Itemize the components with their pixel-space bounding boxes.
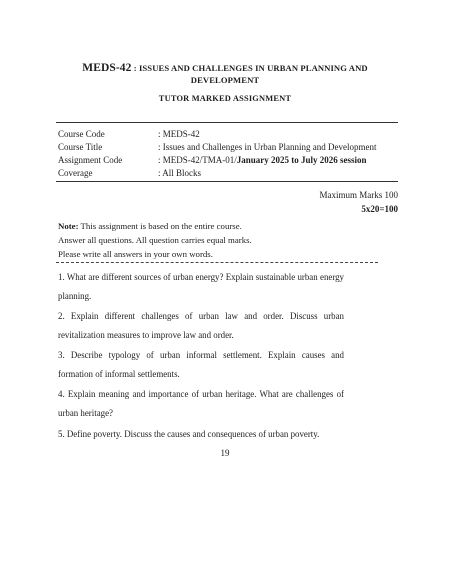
meta-label: Assignment Code [58,155,123,165]
question-1: 1. What are different sources of urban energy? Explain sustainable urban energy planning. [58,272,344,301]
meta-label: Coverage [58,168,93,178]
meta-value [158,154,367,167]
course-meta-table [58,128,376,180]
meta-label: Course Title [58,142,103,152]
question-5: 5. Define poverty. Discuss the causes and consequences of urban poverty. [58,429,320,439]
question-3: 3. Describe typology of urban informal settlement. Explain causes and formation of informal settlements. [58,350,344,379]
note-text: This assignment is based on the entire course. [78,221,242,231]
notes-divider [56,262,378,263]
note-line-2: Answer all questions. All question carries equal marks. [58,235,252,245]
document-title [60,62,390,86]
instructions-note [58,219,252,261]
meta-row-coverage [58,167,376,180]
note-label: Note: [58,221,79,231]
page-number: 19 [220,448,230,458]
assignment-subtitle: TUTOR MARKED ASSIGNMENT [158,94,292,103]
meta-bottom-rule [56,181,398,182]
session-value: January 2025 to July 2026 session [236,155,367,165]
meta-value: : Issues and Challenges in Urban Planning and Development [158,142,377,152]
assignment-code-value: : MEDS-42/TMA-01/ [158,155,237,165]
meta-row-assignment-code [58,154,376,167]
meta-value: : MEDS-42 [158,129,200,139]
meta-label: Course Code [58,129,105,139]
meta-row-course-code [58,128,376,141]
meta-row-course-title [58,141,376,154]
title-separator: : [131,63,139,73]
note-line-1 [58,219,252,233]
question-4: 4. Explain meaning and importance of urban heritage. What are challenges of urban heritage? [58,389,344,418]
question-2: 2. Explain different challenges of urban law and order. Discuss urban revitalization measures to improve law and order. [58,311,344,340]
meta-value: : All Blocks [158,168,202,178]
top-rule [56,122,398,123]
note-line-3: Please write all answers in your own words. [58,249,213,259]
course-code-heading: MEDS-42 [82,62,132,74]
course-title-heading: ISSUES AND CHALLENGES IN URBAN PLANNING AND DEVELOPMENT [138,63,368,85]
maximum-marks: Maximum Marks 100 [319,190,398,200]
marks-breakdown: 5x20=100 [361,204,398,214]
